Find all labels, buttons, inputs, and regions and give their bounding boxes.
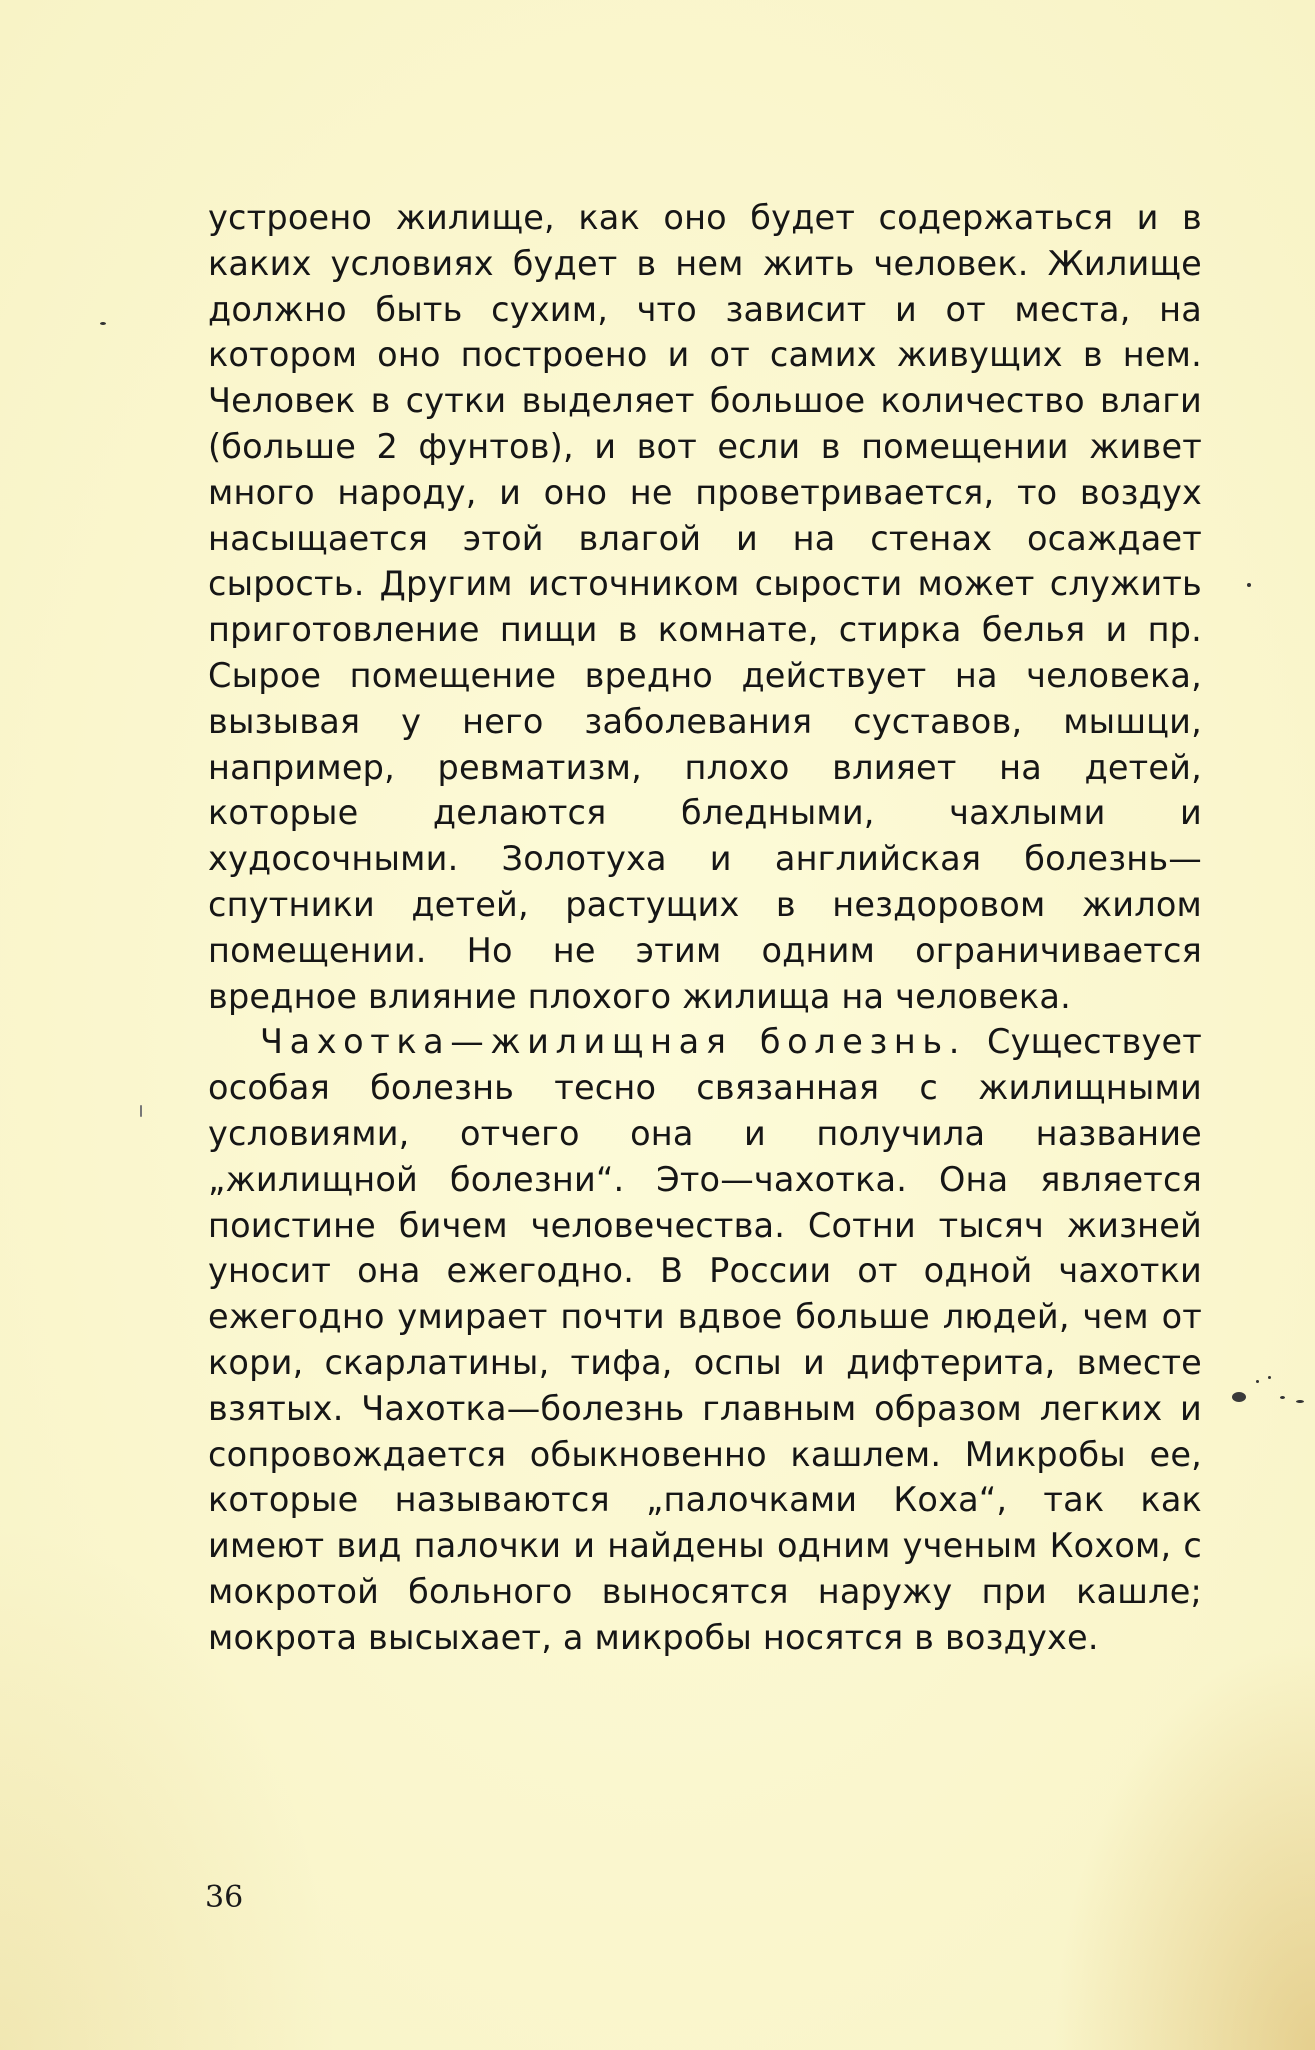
scan-speck — [1296, 1400, 1304, 1403]
scan-speck — [1256, 1380, 1259, 1383]
scan-speck — [140, 1105, 142, 1117]
scan-speck — [1268, 1376, 1271, 1379]
scan-speck — [1232, 1392, 1246, 1402]
body-text — [208, 195, 1202, 1661]
paragraph-dwelling-dampness — [208, 195, 1202, 1019]
paragraph-text: устроено жилище, как оно будет содержаться и в каких условиях будет в нем жить человек. Жилище должно быть сухим, что зависит и от места, на котором оно построено и от самих живущих в нем. Человек в сутки выделяет большое количество влаги (больше 2 фунтов), и вот если в помещении живет много народу, и оно не проветривается, то воздух насыщается этой влагой и на стенах осаждает сырость. Другим источником сырости может служить приготовление пищи в комнате, стирка белья и пр. Сырое помещение вредно действует на человека, вызывая у него заболевания суставов, мышци, например, ревматизм, плохо влияет на детей, которые делаются бледными, чахлыми и худосочными. Золотуха и английская болезнь—спутники детей, растущих в нездоровом жилом помещении. Но не этим одним ограничивается вредное влияние плохого жилища на человека. — [208, 198, 1202, 1016]
paragraph-tuberculosis — [208, 1019, 1202, 1660]
paragraph-text: Существует особая болезнь тесно связанная с жилищными условиями, отчего она и получила название „жилищной болезни“. Это—чахотка. Она является поистине бичем человечества. Сотни тысяч жизней уносит она ежегодно. В России от одной чахотки ежегодно умирает почти вдвое больше людей, чем от кори, скарлатины, тифа, оспы и дифтерита, вместе взятых. Чахотка—болезнь главным образом легких и сопровождается обыкновенно кашлем. Микробы ее, которые называются „палочками Коха“, так как имеют вид палочки и найдены одним ученым Кохом, с мокротой больного выносятся наружу при кашле; мокрота высыхает, а микробы носятся в воздухе. — [208, 1022, 1202, 1657]
section-heading: Чахотка—жилищная болезнь. — [260, 1022, 966, 1062]
scan-speck — [100, 322, 106, 325]
page-number: 36 — [205, 1880, 244, 1915]
scan-speck — [1280, 1396, 1285, 1399]
scan-speck — [1247, 583, 1251, 587]
